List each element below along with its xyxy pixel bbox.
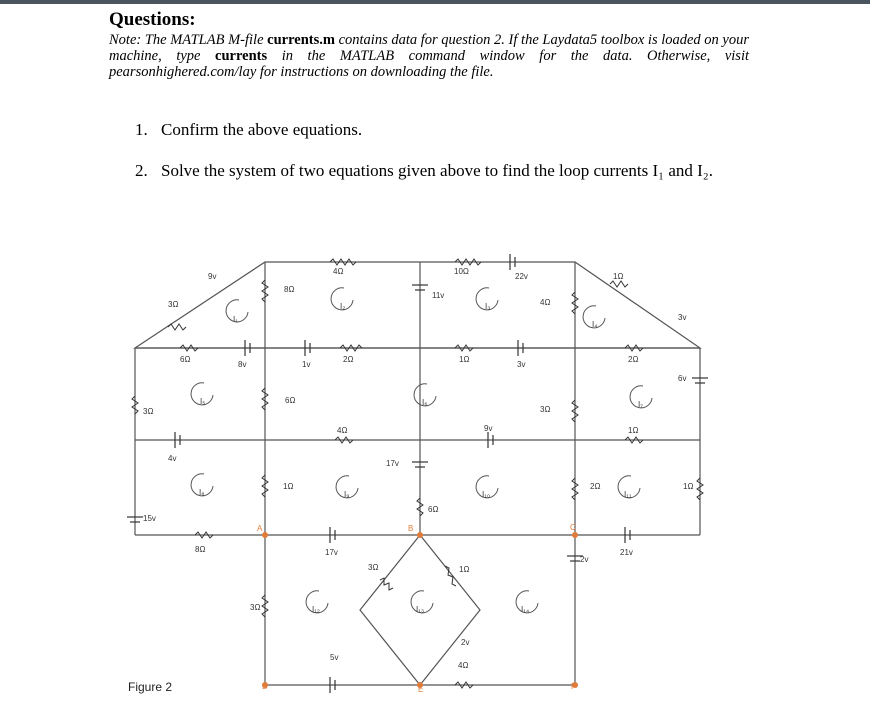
label-r1-r2: 1Ω: [628, 426, 639, 435]
loop-arrows: [191, 288, 652, 613]
label-v15: 15v: [143, 514, 156, 523]
loop-label-13: I₁₃: [416, 605, 425, 614]
label-r2-r: 2Ω: [628, 355, 639, 364]
node-a-label: A: [257, 524, 263, 533]
label-r8-b: 8Ω: [195, 545, 206, 554]
label-r2-mid: 2Ω: [343, 355, 354, 364]
page-title: Questions:: [109, 9, 196, 30]
node-d-label: D: [262, 682, 268, 691]
node-b-label: B: [408, 524, 414, 533]
label-r1-tr: 1Ω: [613, 272, 624, 281]
label-v11: 11v: [432, 291, 445, 300]
node-e-label: E: [418, 685, 424, 694]
label-r6-b: 6Ω: [285, 396, 296, 405]
loop-label-11: I₁₁: [624, 490, 632, 499]
loop-label-8: I₈: [199, 488, 205, 497]
note-prefix: Note: The MATLAB M-file: [109, 32, 268, 48]
label-v3-mid: 3v: [517, 360, 526, 369]
loop-label-7: I₇: [638, 400, 643, 409]
figure-caption: Figure 2: [128, 680, 173, 694]
label-r3-tl: 3Ω: [168, 300, 179, 309]
label-r1-far: 1Ω: [683, 482, 694, 491]
note-mid: contains data for question 2. If the Laydata5 toolbox is loaded on your machine, type: [109, 32, 750, 64]
label-v9-top: 9v: [208, 272, 217, 281]
label-v2-d: 2v: [461, 638, 470, 647]
label-r2-c: 2Ω: [590, 482, 601, 491]
note-cmd: currents: [215, 48, 268, 64]
loop-label-3: I₃: [485, 302, 491, 311]
loop-label-9: I₉: [344, 490, 350, 499]
node-f-label: F: [571, 682, 576, 691]
label-r3-d: 3Ω: [368, 563, 379, 572]
label-v4: 4v: [168, 454, 177, 463]
node-c-label: C: [570, 523, 576, 532]
loop-label-14: I₁₄: [521, 605, 530, 614]
loop-label-6: I₆: [422, 398, 428, 407]
question-text: Solve the system of two equations given above to find the loop currents I₁ and I₂.: [161, 161, 713, 180]
question-number: 2.: [135, 161, 148, 180]
label-r4-r: 4Ω: [540, 298, 551, 307]
label-r3-e: 3Ω: [250, 603, 261, 612]
label-v2-c: 2v: [580, 555, 589, 564]
label-r1-d: 1Ω: [459, 565, 470, 574]
label-r1-a: 1Ω: [283, 482, 294, 491]
label-v3-r: 3v: [678, 313, 687, 322]
label-r3-l: 3Ω: [143, 407, 154, 416]
loop-label-2: I₂: [340, 302, 346, 311]
note-file: currents.m: [267, 32, 335, 48]
label-r6-a: 6Ω: [180, 355, 191, 364]
battery-symbols: [127, 254, 708, 693]
loop-label-10: I₁₀: [482, 490, 491, 499]
label-v17-a: 17v: [386, 459, 399, 468]
label-v6: 6v: [678, 374, 687, 383]
resistor-symbols: [132, 259, 703, 688]
label-r4-mid: 4Ω: [337, 426, 348, 435]
label-v5: 5v: [330, 653, 339, 662]
note-suffix: in the MATLAB command window for the data. Otherwise, visit pearsonhighered.com/lay for instructions on downloading the file.: [109, 48, 749, 80]
label-v21: 21v: [620, 548, 633, 557]
label-r10-top: 10Ω: [454, 267, 469, 276]
label-r4-top: 4Ω: [333, 267, 344, 276]
label-v9-mid: 9v: [484, 424, 493, 433]
label-v22: 22v: [515, 272, 528, 281]
loop-label-1: I₁: [233, 315, 238, 324]
question-text: Confirm the above equations.: [161, 120, 363, 139]
label-v17-b: 17v: [325, 548, 338, 557]
question-number: 1.: [135, 120, 148, 139]
circuit-wires: [135, 262, 700, 685]
label-v1: 1v: [302, 360, 311, 369]
loop-label-12: I₁₂: [312, 605, 321, 614]
label-r1-mid: 1Ω: [459, 355, 470, 364]
label-r6-c: 6Ω: [428, 505, 439, 514]
label-r3-r: 3Ω: [540, 405, 551, 414]
loop-label-4: I₄: [592, 320, 598, 329]
label-r4-f: 4Ω: [458, 661, 469, 670]
label-v8: 8v: [238, 360, 247, 369]
label-r8-top: 8Ω: [284, 285, 295, 294]
loop-label-5: I₅: [200, 397, 206, 406]
